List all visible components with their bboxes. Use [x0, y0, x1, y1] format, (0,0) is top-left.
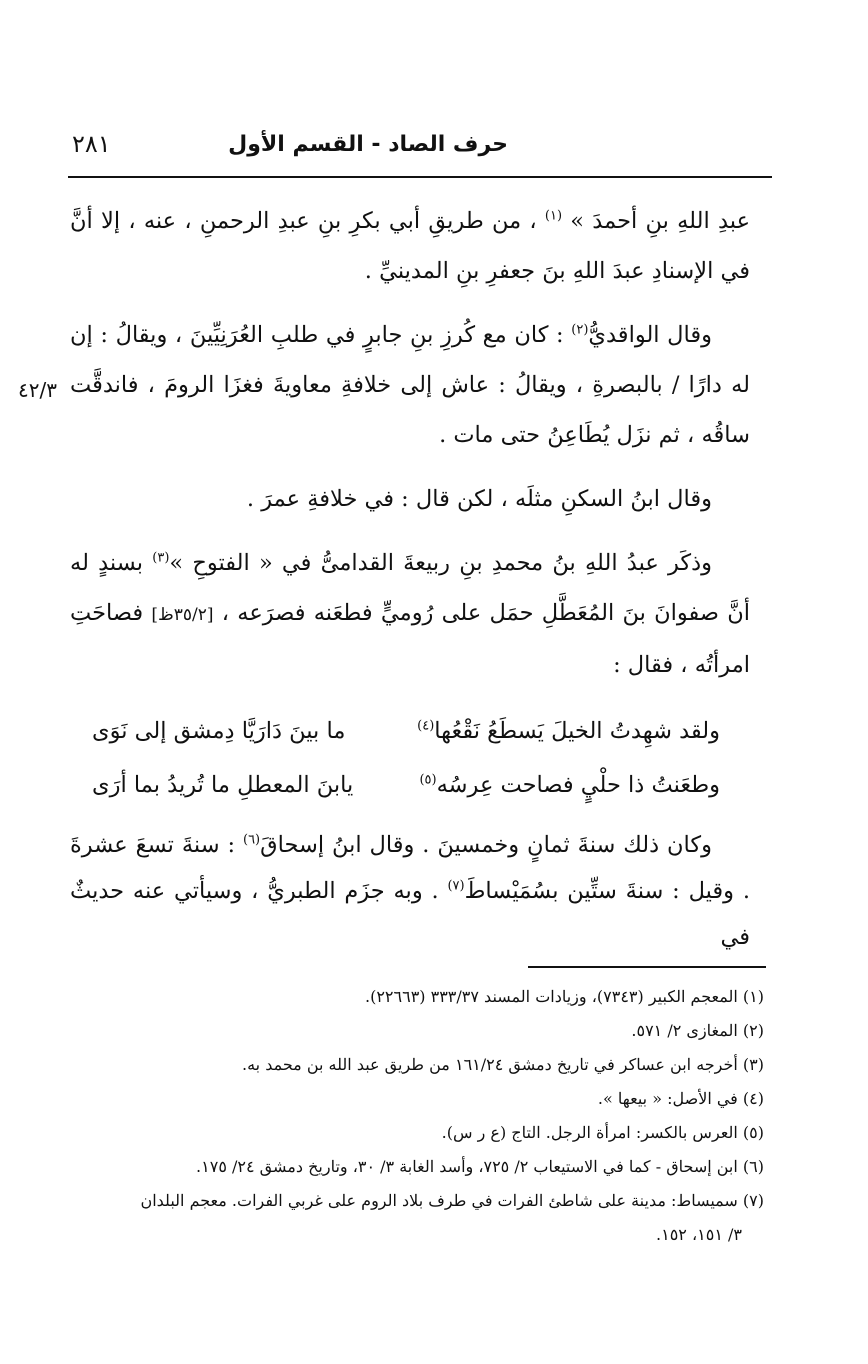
footnote-7: (٧) سميساط: مدينة على شاطئ الفرات في طرف بلاد الروم على غربي الفرات. معجم البلدان — [140, 1191, 764, 1210]
text-run: وكان ذلك سنةَ ثمانٍ وخمسينَ . وقال ابنُ إسحاقَ — [260, 832, 712, 858]
text-run: : كان مع كُرزِ بنِ جابرٍ في طلبِ العُرَنِيِّينَ ، ويقالُ : إن له دارًا / بالبصرةِ ، ويقالُ : عاش إلى خلافةِ معاويةَ فغزَا الرومَ ، فاندقَّت ساقُه ، ثم نزَل يُطَاعِنُ حتى مات . — [70, 322, 750, 448]
paragraph-4 — [70, 538, 750, 690]
text-run: وقال الواقديُّ — [588, 322, 712, 348]
text-run: وذكَر عبدُ اللهِ بنُ محمدِ بنِ ربيعةَ القدامىُّ في « الفتوحِ » — [169, 550, 712, 576]
page-number: ٢٨١ — [72, 130, 111, 158]
manuscript-marker: [٣٥/٢ظ] — [151, 605, 214, 625]
verse-1 — [70, 704, 750, 758]
text-run: عبدِ اللهِ بنِ أحمدَ » — [570, 208, 751, 234]
footnote-ref: (٦) — [242, 832, 261, 848]
paragraph-1 — [70, 196, 750, 296]
footnote-ref: (٧) — [447, 878, 465, 894]
paragraph-5 — [70, 822, 750, 960]
text-run: فصاحَتِ امرأتُه ، فقال : — [70, 600, 750, 678]
main-text — [70, 196, 750, 974]
page-header — [70, 128, 770, 168]
margin-volume-note: ٤٢/٣ — [18, 378, 57, 402]
footnotes — [96, 980, 764, 1252]
footnote-2: (٢) المغازى ٢/ ٥٧١. — [631, 1021, 764, 1040]
footnote-7-continuation: ٣/ ١٥١، ١٥٢. — [656, 1225, 742, 1244]
text-run: بسندٍ له أنَّ صفوانَ بنَ المُعَطَّلِ حمَل على رُوميٍّ فطعَنه فصرَعه ، — [70, 550, 751, 626]
footnote-5: (٥) العرس بالكسر: امرأة الرجل. التاج (ع ر س). — [441, 1123, 764, 1142]
header-rule — [68, 176, 772, 178]
running-title: حرف الصاد - القسم الأول — [228, 132, 508, 157]
verse-1-hemistich-1: ولقد شهِدتُ الخيلَ يَسطَعُ نَقْعُها$^{(٤)}$ — [417, 718, 720, 744]
footnote-3: (٣) أخرجه ابن عساكر في تاريخ دمشق ١٦١/٢٤ من طريق عبد الله بن محمد به. — [241, 1055, 764, 1074]
verse-2-hemistich-1: وطعَنتُ ذا حلْيٍ فصاحت عِرسُه$^{(٥)}$ — [419, 772, 720, 798]
footnote-ref: (٣) — [152, 550, 170, 566]
verse-2-hemistich-2: يابنَ المعطلِ ما تُريدُ بما أرَى — [92, 772, 354, 798]
text-run: : سنةَ تسعَ عشرةَ . وقيل : سنةَ ستِّين بسُمَيْساطَ — [70, 832, 750, 904]
text-run: ، من طريقِ أبي بكرِ بنِ عبدِ الرحمنِ ، عنه ، إلا أنَّ في الإسنادِ عبدَ اللهِ بنَ جعفرِ بنِ المدينيِّ . — [70, 208, 750, 284]
footnote-rule — [528, 966, 766, 968]
footnote-1: (١) المعجم الكبير (٧٣٤٣)، وزيادات المسند ٣٣٣/٣٧ (٢٢٦٦٣). — [364, 987, 764, 1006]
footnote-ref: (٢) — [571, 322, 589, 338]
footnote-ref: (٥) — [419, 772, 437, 788]
footnote-4: (٤) في الأصل: « بيعها ». — [597, 1089, 764, 1108]
paragraph-2 — [70, 310, 750, 460]
footnote-ref: (٤) — [417, 718, 435, 734]
verse-1-hemistich-2: ما بينَ دَارَيَّا دِمشق إلى نَوَى — [92, 718, 346, 744]
verse-2 — [70, 758, 750, 812]
text-run: . وبه جزَم الطبريُّ ، وسيأتي عنه حديثٌ في — [70, 878, 750, 950]
footnote-ref: (١) — [544, 208, 563, 224]
paragraph-3: وقال ابنُ السكنِ مثلَه ، لكن قال : في خلافةِ عمرَ . — [246, 486, 712, 512]
footnote-6: (٦) ابن إسحاق - كما في الاستيعاب ٢/ ٧٢٥، وأسد الغابة ٣/ ٣٠، وتاريخ دمشق ٢٤/ ١٧٥. — [196, 1157, 764, 1176]
poem — [70, 704, 750, 812]
